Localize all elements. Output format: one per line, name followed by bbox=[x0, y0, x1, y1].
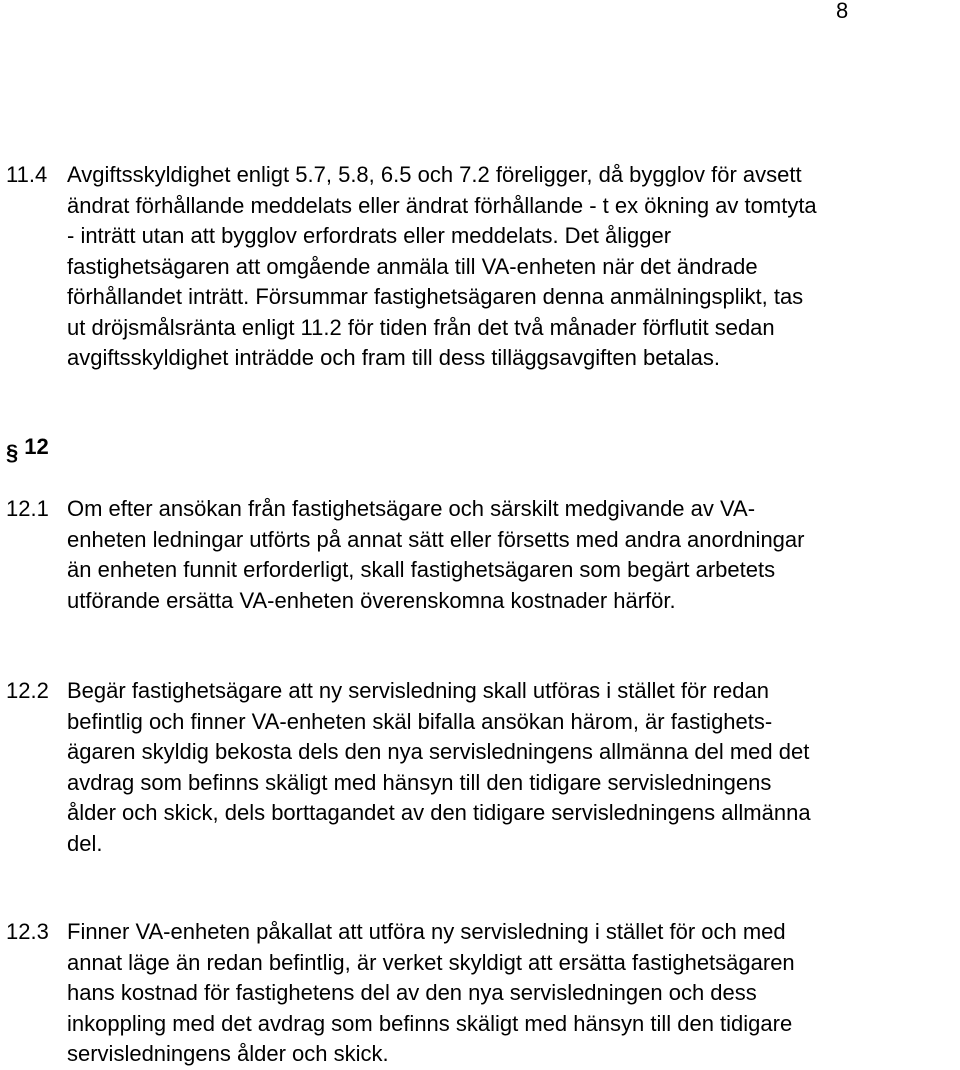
clause-line: Avgiftsskyldighet enligt 5.7, 5.8, 6.5 och 7.2 föreligger, då bygglov för avsett bbox=[67, 162, 802, 187]
clause-number: 11.4 bbox=[6, 162, 48, 187]
clause-12-1 bbox=[6, 494, 954, 616]
clause-line: Om efter ansökan från fastighetsägare och särskilt medgivande av VA- bbox=[67, 496, 756, 521]
clause-line: servisledningens ålder och skick. bbox=[67, 1041, 389, 1066]
clause-line: annat läge än redan befintlig, är verket skyldigt att ersätta fastighetsägaren bbox=[67, 949, 795, 975]
clause-line: utförande ersätta VA-enheten överenskomna kostnader härför. bbox=[67, 587, 676, 613]
section-number: 12 bbox=[24, 434, 49, 459]
page-number: 8 bbox=[836, 0, 849, 23]
clause-12-2 bbox=[6, 676, 954, 859]
clause-line: ägaren skyldig bekosta dels den nya servisledningens allmänna del med det bbox=[67, 739, 810, 764]
clause-line: - inträtt utan att bygglov erfordrats eller meddelats. Det åligger bbox=[67, 223, 672, 248]
clause-12-3 bbox=[6, 917, 954, 1070]
clause-line: Begär fastighetsägare att ny servisledning skall utföras i stället för redan bbox=[67, 678, 769, 703]
clause-line: hans kostnad för fastighetens del av den nya servisledningen och dess bbox=[67, 980, 757, 1005]
clause-line: ut dröjsmålsränta enligt 11.2 för tiden från det två månader förflutit sedan bbox=[67, 314, 775, 340]
clause-11-4 bbox=[6, 160, 954, 374]
clause-line: Finner VA-enheten påkallat att utföra ny servisledning i stället för och med bbox=[67, 919, 786, 944]
section-sign: § bbox=[6, 440, 19, 465]
clause-line: avdrag som befinns skäligt med hänsyn till den tidigare servisledningens bbox=[67, 769, 772, 795]
clause-line: del. bbox=[67, 830, 103, 856]
clause-line: förhållandet inträtt. Försummar fastighetsägaren denna anmälningsplikt, tas bbox=[67, 284, 804, 309]
clause-line: ändrat förhållande meddelats eller ändrat förhållande - t ex ökning av tomtyta bbox=[67, 192, 817, 218]
clause-line: fastighetsägaren att omgående anmäla till VA-enheten när det ändrade bbox=[67, 253, 758, 279]
clause-number: 12.2 bbox=[6, 678, 49, 703]
clause-line: ålder och skick, dels borttagandet av den tidigare servisledningens allmänna bbox=[67, 800, 811, 825]
clause-line: än enheten funnit erforderligt, skall fastighetsägaren som begärt arbetets bbox=[67, 557, 776, 582]
clause-line: befintlig och finner VA-enheten skäl bifalla ansökan härom, är fastighets- bbox=[67, 708, 773, 734]
clause-line: inkoppling med det avdrag som befinns skäligt med hänsyn till den tidigare bbox=[67, 1010, 793, 1036]
clause-number: 12.1 bbox=[6, 496, 49, 521]
section-heading bbox=[6, 432, 49, 465]
clause-number: 12.3 bbox=[6, 919, 49, 944]
clause-line: enheten ledningar utförts på annat sätt eller försetts med andra anordningar bbox=[67, 526, 805, 552]
clause-line: avgiftsskyldighet inträdde och fram till dess tilläggsavgiften betalas. bbox=[67, 345, 721, 370]
